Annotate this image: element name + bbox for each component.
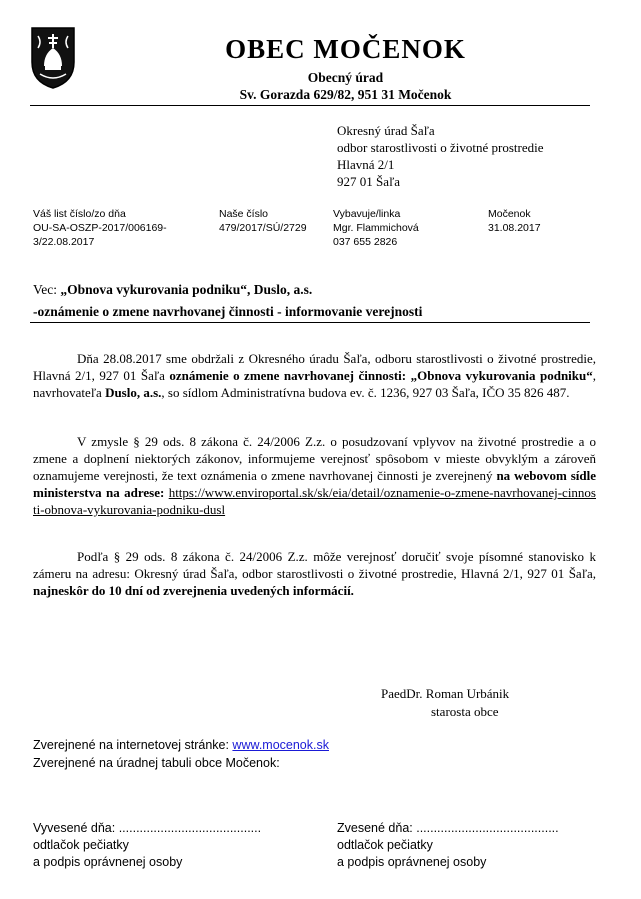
reference-value: OU-SA-OSZP-2017/006169- [33, 222, 167, 234]
text-run: Dňa 28.08.2017 sme obdržali z Okresného úradu Šaľa, odboru starostlivosti o životné prostredie, Hlavná 2/1, 927 01 Šaľa [33, 351, 596, 383]
reference-label: Naše číslo [219, 208, 269, 220]
municipality-website-link[interactable]: www.mocenok.sk [232, 738, 329, 752]
removed-stamp-block [337, 820, 559, 871]
recipient-line: Okresný úrad Šaľa [337, 123, 435, 138]
reference-value: 037 655 2826 [333, 236, 398, 248]
text-run-bold: najneskôr do 10 dní od zverejnenia uvedených informácií. [33, 583, 354, 598]
enviroportal-link[interactable]: https://www.enviroportal.sk/sk/eia/detail/oznamenie-o-zmene-navrhovanej-cinnosti-obnova-vykurovania-podniku-dusl [33, 485, 596, 517]
subject-detail: -oznámenie o zmene navrhovanej činnosti - informovanie verejnosti [33, 304, 423, 319]
recipient-line: 927 01 Šaľa [337, 174, 401, 189]
publication-web [33, 737, 329, 754]
signatory-name: PaedDr. Roman Urbánik [381, 686, 510, 701]
subject-prefix: Vec: [33, 282, 61, 297]
reference-value: 479/2017/SÚ/2729 [219, 222, 307, 234]
body-paragraph-3 [33, 548, 596, 599]
office-name: Obecný úrad [307, 70, 384, 85]
publication-board: Zverejnené na úradnej tabuli obce Močenok: [33, 756, 280, 770]
recipient-line: odbor starostlivosti o životné prostredie [337, 140, 544, 155]
body-paragraph-1 [33, 350, 596, 401]
text-run: , navrhovateľa [33, 368, 596, 400]
posted-date-field: Vyvesené dňa: ......................................... [33, 821, 262, 835]
removed-date-field: Zvesené dňa: ......................................... [337, 821, 559, 835]
text-run-bold: na webovom sídle ministerstva na adrese: [33, 468, 596, 500]
header-divider [30, 105, 590, 106]
text-run: , so sídlom Administratívna budova ev. č. 1236, 927 03 Šaľa, IČO 35 826 487. [161, 385, 570, 400]
text-run-bold: Duslo, a.s. [105, 385, 162, 400]
reference-date [488, 207, 541, 235]
office-address: Sv. Gorazda 629/82, 951 31 Močenok [239, 87, 452, 102]
reference-value: 3/22.08.2017 [33, 236, 95, 248]
reference-our-number [219, 207, 307, 235]
stamp-label: odtlačok pečiatky [33, 838, 129, 852]
reference-label: Močenok [488, 208, 531, 220]
reference-label: Vybavuje/linka [333, 208, 401, 220]
signature-label: a podpis oprávnenej osoby [33, 855, 183, 869]
recipient-line: Hlavná 2/1 [337, 157, 395, 172]
signature-block [381, 685, 509, 721]
text-run-bold: oznámenie o zmene navrhovanej činnosti: „Obnova vykurovania podniku“ [169, 368, 593, 383]
text-run: V zmysle § 29 ods. 8 zákona č. 24/2006 Z.z. o posudzovaní vplyvov na životné prostredie a o zmene a doplnení niektorých zákonov, informujeme verejnosť spôsobom v mieste obvyklým a zároveň oznamujeme verejnosti, že text oznámenia o zmene navrhovanej činnosti je zverejnený [33, 434, 596, 483]
posted-stamp-block [33, 820, 261, 871]
signature-label: a podpis oprávnenej osoby [337, 855, 487, 869]
municipality-title: OBEC MOČENOK [225, 34, 466, 64]
publication-web-label: Zverejnené na internetovej stránke: [33, 738, 233, 752]
recipient-address [337, 122, 544, 190]
reference-your-letter [33, 207, 167, 249]
stamp-label: odtlačok pečiatky [337, 838, 433, 852]
reference-value: Mgr. Flammichová [333, 222, 419, 234]
subject-line [33, 282, 312, 298]
subject-divider [30, 322, 590, 323]
signatory-role: starosta obce [431, 704, 499, 719]
text-run: Podľa § 29 ods. 8 zákona č. 24/2006 Z.z. môže verejnosť doručiť svoje písomné stanovisko k zámeru na adresu: Okresný úrad Šaľa, odbor starostlivosti o životné prostredie, Hlavná 2/1, 927 01 Šaľa, [33, 549, 596, 581]
reference-label: Váš list číslo/zo dňa [33, 208, 126, 220]
subject-title: „Obnova vykurovania podniku“, Duslo, a.s. [60, 282, 313, 297]
body-paragraph-2 [33, 433, 596, 518]
reference-handled-by [333, 207, 419, 249]
reference-value: 31.08.2017 [488, 222, 541, 234]
